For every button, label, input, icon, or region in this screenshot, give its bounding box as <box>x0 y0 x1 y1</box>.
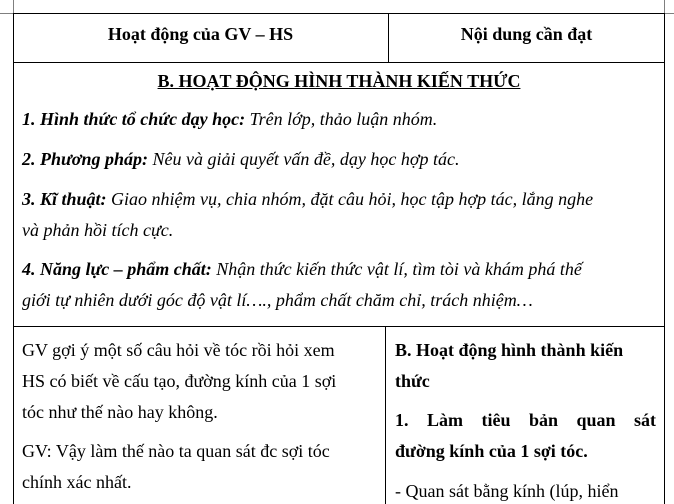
table-column-divider-body <box>385 326 386 504</box>
item-1-label: 1. Hình thức tổ chức dạy học: <box>22 109 246 129</box>
item-4-text-line-2: giới tự nhiên dưới góc độ vật lí…., phẩm chất chăm chỉ, trách nhiệm… <box>22 290 533 310</box>
section-item-2 <box>22 150 460 168</box>
subheading-word-3: tiêu <box>481 410 511 430</box>
section-title: B. HOẠT ĐỘNG HÌNH THÀNH KIẾN THỨC <box>157 71 521 91</box>
left-paragraph-1-line-3: tóc như thế nào hay không. <box>22 402 218 422</box>
left-paragraph-1-line-1: GV gợi ý một số câu hỏi về tóc rồi hỏi xem <box>22 340 335 360</box>
subheading-word-5: quan <box>576 410 616 430</box>
left-paragraph-2-line-2: chính xác nhất. <box>22 472 132 492</box>
item-2-label: 2. Phương pháp: <box>22 149 148 169</box>
table-border-header-bottom <box>13 62 665 63</box>
section-item-3-line-1 <box>22 190 593 208</box>
subheading-word-2: Làm <box>426 410 463 430</box>
table-border-top <box>13 13 665 14</box>
section-item-1 <box>22 110 437 128</box>
item-3-label: 3. Kĩ thuật: <box>22 189 107 209</box>
subheading-word-6: sát <box>634 410 656 430</box>
item-2-text: Nêu và giải quyết vấn đề, dạy học hợp tác. <box>147 149 460 169</box>
subheading-word-1: 1. <box>395 410 409 430</box>
section-item-4-line-1 <box>22 260 582 278</box>
right-subheading-line-1 <box>395 411 656 429</box>
header-left: Hoạt động của GV – HS <box>107 24 294 44</box>
item-3-text-line-1: Giao nhiệm vụ, chia nhóm, đặt câu hỏi, học tập hợp tác, lắng nghe <box>106 189 594 209</box>
left-paragraph-1-line-2: HS có biết về cấu tạo, đường kính của 1 sợi <box>22 371 337 391</box>
header-right: Nội dung cần đạt <box>460 24 593 44</box>
subheading-word-4: bản <box>528 410 558 430</box>
crop-mark-top-left-h <box>0 13 13 14</box>
right-subheading-line-2: đường kính của 1 sợi tóc. <box>395 441 588 461</box>
table-border-section-bottom <box>13 326 665 327</box>
crop-mark-top-right-v <box>664 0 665 13</box>
right-bullet-line: - Quan sát bằng kính (lúp, hiển <box>395 481 619 501</box>
right-heading-line-1: B. Hoạt động hình thành kiến <box>395 340 624 360</box>
item-4-text-line-1: Nhận thức kiến thức vật lí, tìm tòi và khám phá thế <box>211 259 582 279</box>
item-3-text-line-2: và phản hồi tích cực. <box>22 220 174 240</box>
left-paragraph-2-line-1: GV: Vậy làm thế nào ta quan sát đc sợi tóc <box>22 441 330 461</box>
right-heading-line-2: thức <box>395 371 430 391</box>
item-4-label: 4. Năng lực – phẩm chất: <box>22 259 212 279</box>
crop-mark-top-right-h <box>664 13 674 14</box>
crop-mark-top-left-v <box>13 0 14 13</box>
item-1-text: Trên lớp, thảo luận nhóm. <box>245 109 438 129</box>
